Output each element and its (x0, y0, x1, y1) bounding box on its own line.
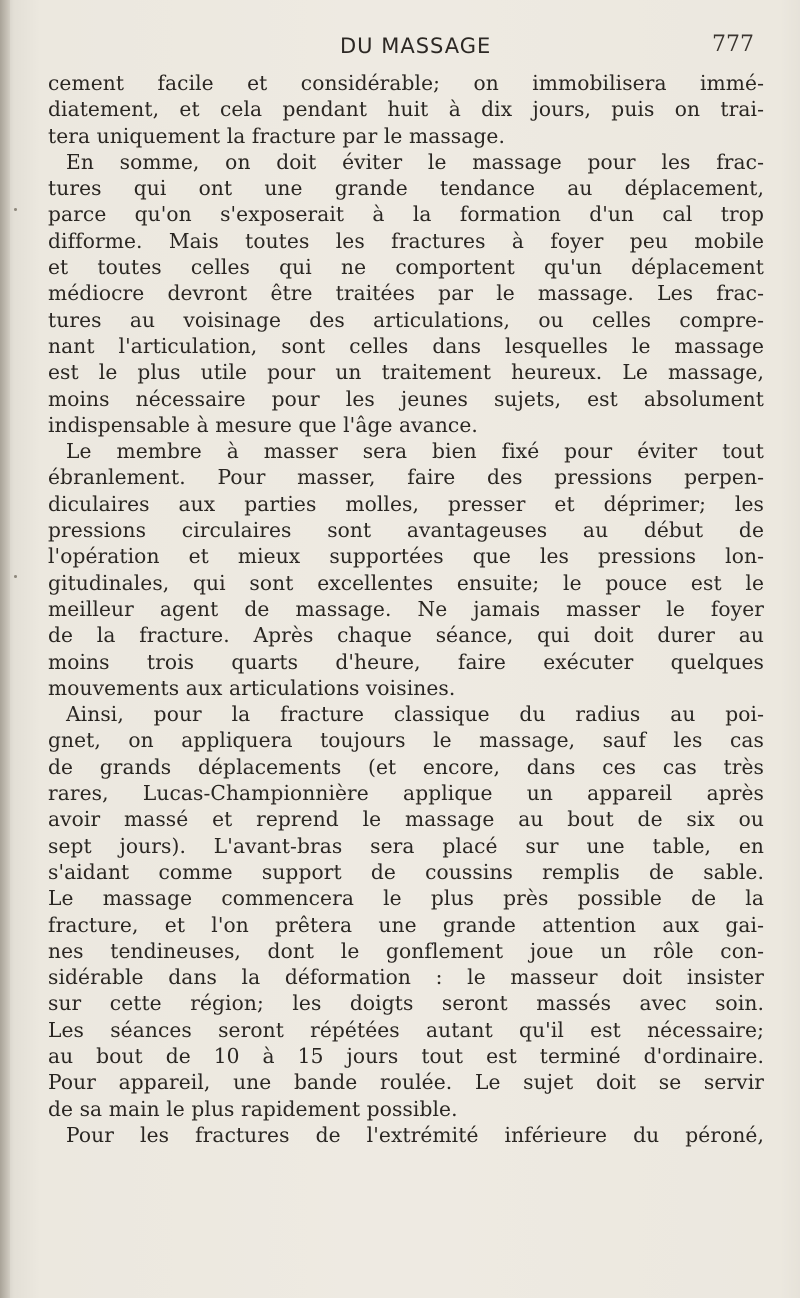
text-line: sur cette région; les doigts seront massés avec soin. (48, 991, 764, 1016)
page-number: 777 (712, 32, 754, 57)
text-line: En somme, on doit éviter le massage pour les frac- (66, 149, 764, 174)
text-line: pressions circulaires sont avantageuses au début de (48, 518, 764, 543)
text-line: nes tendineuses, dont le gonflement joue un rôle con- (48, 938, 764, 963)
text-line: l'opération et mieux supportées que les pressions lon- (48, 544, 764, 569)
text-line: nant l'articulation, sont celles dans lesquelles le massage (48, 333, 764, 358)
text-line: meilleur agent de massage. Ne jamais masser le foyer (48, 596, 764, 621)
text-line: diatement, et cela pendant huit à dix jours, puis on trai- (48, 97, 764, 122)
text-line: rares, Lucas-Championnière applique un appareil après (48, 781, 764, 806)
running-head: DU MASSAGE (340, 34, 492, 58)
margin-dot (14, 575, 17, 578)
text-line: indispensable à mesure que l'âge avance. (48, 412, 478, 437)
text-line: Pour appareil, une bande roulée. Le sujet doit se servir (48, 1070, 764, 1095)
text-line: Les séances seront répétées autant qu'il est nécessaire; (48, 1017, 764, 1042)
text-line: fracture, et l'on prêtera une grande attention aux gai- (48, 912, 764, 937)
text-line: Ainsi, pour la fracture classique du radius au poi- (66, 702, 764, 727)
text-line: difforme. Mais toutes les fractures à foyer peu mobile (48, 228, 764, 253)
text-line: sidérable dans la déformation : le masseur doit insister (48, 965, 764, 990)
page-gutter-shadow (0, 0, 10, 1298)
page-header (0, 26, 800, 66)
text-line: cement facile et considérable; on immobilisera immé- (48, 71, 764, 95)
text-line: moins nécessaire pour les jeunes sujets, est absolument (48, 386, 764, 411)
text-line: et toutes celles qui ne comportent qu'un déplacement (48, 255, 764, 280)
text-line: diculaires aux parties molles, presser et déprimer; les (48, 491, 764, 516)
text-line: Pour les fractures de l'extrémité inférieure du péroné, (66, 1122, 764, 1147)
text-line: de la fracture. Après chaque séance, qui doit durer au (48, 623, 764, 648)
text-line: tera uniquement la fracture par le massage. (48, 123, 505, 148)
text-line: de grands déplacements (et encore, dans ces cas très (48, 754, 764, 779)
body-text (48, 70, 764, 1148)
text-line: gnet, on appliquera toujours le massage, sauf les cas (48, 728, 764, 753)
text-line: est le plus utile pour un traitement heureux. Le massage, (48, 360, 764, 385)
text-line: parce qu'on s'exposerait à la formation d'un cal trop (48, 202, 764, 227)
text-line: médiocre devront être traitées par le massage. Les frac- (48, 281, 764, 306)
text-line: tures au voisinage des articulations, ou celles compre- (48, 307, 764, 332)
text-line: mouvements aux articulations voisines. (48, 675, 456, 700)
text-line: avoir massé et reprend le massage au bout de six ou (48, 807, 764, 832)
text-line: au bout de 10 à 15 jours tout est terminé d'ordinaire. (48, 1043, 764, 1068)
text-line: moins trois quarts d'heure, faire exécuter quelques (48, 649, 764, 674)
text-line: sept jours). L'avant-bras sera placé sur une table, en (48, 833, 764, 858)
text-line: ébranlement. Pour masser, faire des pressions perpen- (48, 465, 764, 490)
text-line: Le membre à masser sera bien fixé pour éviter tout (66, 439, 764, 464)
text-line: gitudinales, qui sont excellentes ensuite; le pouce est le (48, 570, 764, 595)
text-line: s'aidant comme support de coussins remplis de sable. (48, 859, 764, 884)
text-line: de sa main le plus rapidement possible. (48, 1096, 458, 1121)
margin-dot (14, 208, 17, 211)
text-line: Le massage commencera le plus près possible de la (48, 886, 764, 911)
text-line: tures qui ont une grande tendance au déplacement, (48, 176, 764, 201)
